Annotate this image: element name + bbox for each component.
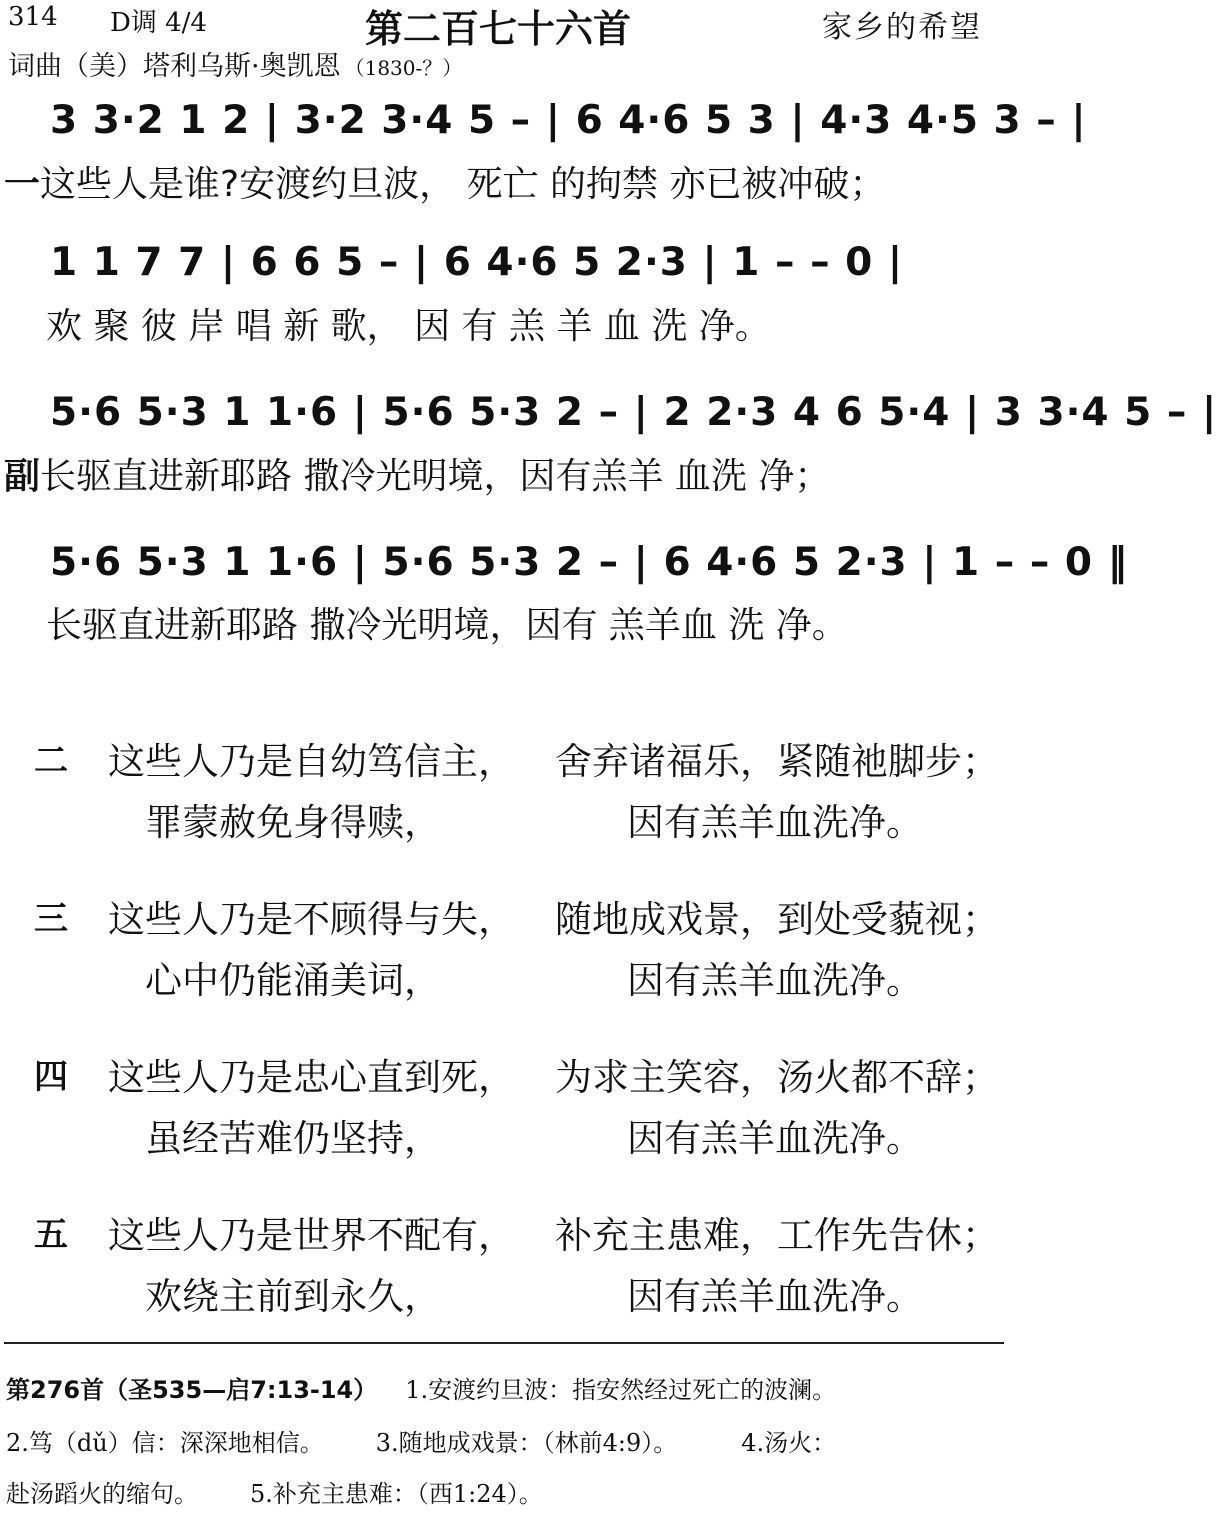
stanza-line: 舍弃诸福乐，紧随祂脚步； bbox=[555, 740, 999, 783]
stanza-line: 这些人乃是不顾得与失， bbox=[108, 898, 515, 941]
footnote-5: 5.补充主患难：（西1:24）。 bbox=[250, 1480, 543, 1508]
refrain-mark: 副 bbox=[4, 456, 41, 497]
stanza-line: 罪蒙赦免身得赎， bbox=[145, 801, 441, 844]
hymn-subtitle: 家乡的希望 bbox=[822, 10, 982, 45]
stanza-line: 欢绕主前到永久， bbox=[145, 1275, 441, 1318]
notation-line-3: 5·6 5·3 1 1·6 | 5·6 5·3 2 – | 2 2·3 4 6 5·4 | 3 3·4 5 – | bbox=[50, 390, 1217, 435]
stanza-number: 三 bbox=[34, 899, 68, 939]
composer-name: 词曲（美）塔利乌斯·奥凯恩 bbox=[8, 51, 341, 82]
notation-line-4: 5·6 5·3 1 1·6 | 5·6 5·3 2 – | 6 4·6 5 2·3 | 1 – – 0 ‖ bbox=[50, 540, 1129, 585]
lyric-text: 长驱直进新耶路 撒冷光明境，因有羔羊 血洗 净； bbox=[40, 456, 831, 497]
footnote-4: 4.汤火： bbox=[741, 1429, 837, 1457]
stanza-number: 五 bbox=[34, 1215, 68, 1255]
composer-credit bbox=[8, 44, 462, 83]
notation-line-1: 3 3·2 1 2 | 3·2 3·4 5 – | 6 4·6 5 3 | 4·3 4·5 3 – | bbox=[50, 98, 1087, 143]
hymn-number: 314 bbox=[8, 2, 58, 32]
lyric-text: 这些人是谁?安渡约旦波， 死亡 的拘禁 亦已被冲破； bbox=[40, 164, 886, 205]
notation-line-2: 1 1 7 7 | 6 6 5 – | 6 4·6 5 2·3 | 1 – – 0 | bbox=[50, 240, 904, 285]
footnote-line-1 bbox=[6, 1370, 836, 1405]
lyric-line-1 bbox=[4, 156, 885, 207]
stanza-number: 二 bbox=[34, 741, 68, 781]
stanza-line: 这些人乃是自幼笃信主， bbox=[108, 740, 515, 783]
stanza-line: 因有羔羊血洗净。 bbox=[627, 1117, 923, 1160]
stanza-line: 因有羔羊血洗净。 bbox=[627, 801, 923, 844]
stanza-line: 心中仍能涌美词， bbox=[145, 959, 441, 1002]
stanza-number: 四 bbox=[34, 1057, 68, 1097]
stanza-line: 因有羔羊血洗净。 bbox=[627, 1275, 923, 1318]
footnote-3: 3.随地成戏景：（林前4:9）。 bbox=[375, 1429, 678, 1457]
lyric-line-2: 欢 聚 彼 岸 唱 新 歌， 因 有 羔 羊 血 洗 净。 bbox=[46, 306, 771, 347]
stanza-line: 随地成戏景，到处受藐视； bbox=[555, 898, 999, 941]
footnote-2: 2.笃（dǔ）信：深深地相信。 bbox=[6, 1429, 324, 1457]
footnote-1: 1.安渡约旦波：指安然经过死亡的波澜。 bbox=[405, 1376, 837, 1404]
lyric-line-4: 长驱直进新耶路 撒冷光明境，因有 羔羊血 洗 净。 bbox=[46, 605, 848, 646]
footnote-4-continued: 赴汤蹈火的缩句。 bbox=[6, 1480, 198, 1508]
lyric-line-3 bbox=[4, 448, 830, 499]
stanza-line: 虽经苦难仍坚持， bbox=[145, 1117, 441, 1160]
key-signature: D调 4/4 bbox=[110, 8, 207, 38]
footnote-line-2 bbox=[6, 1423, 836, 1458]
stanza-line: 因有羔羊血洗净。 bbox=[627, 959, 923, 1002]
footnote-line-3 bbox=[6, 1474, 543, 1509]
stanza-line: 这些人乃是忠心直到死， bbox=[108, 1056, 515, 1099]
page-title: 第二百七十六首 bbox=[365, 7, 632, 51]
verse-mark: 一 bbox=[4, 164, 41, 205]
stanza-line: 为求主笑容，汤火都不辞； bbox=[555, 1056, 999, 1099]
composer-year: （1830-？） bbox=[344, 56, 463, 80]
stanza-line: 补充主患难，工作先告休； bbox=[555, 1214, 999, 1257]
footnote-divider bbox=[4, 1342, 1004, 1344]
stanza-line: 这些人乃是世界不配有， bbox=[108, 1214, 515, 1257]
scripture-reference: 第276首（圣535—启7:13-14） bbox=[6, 1376, 378, 1404]
